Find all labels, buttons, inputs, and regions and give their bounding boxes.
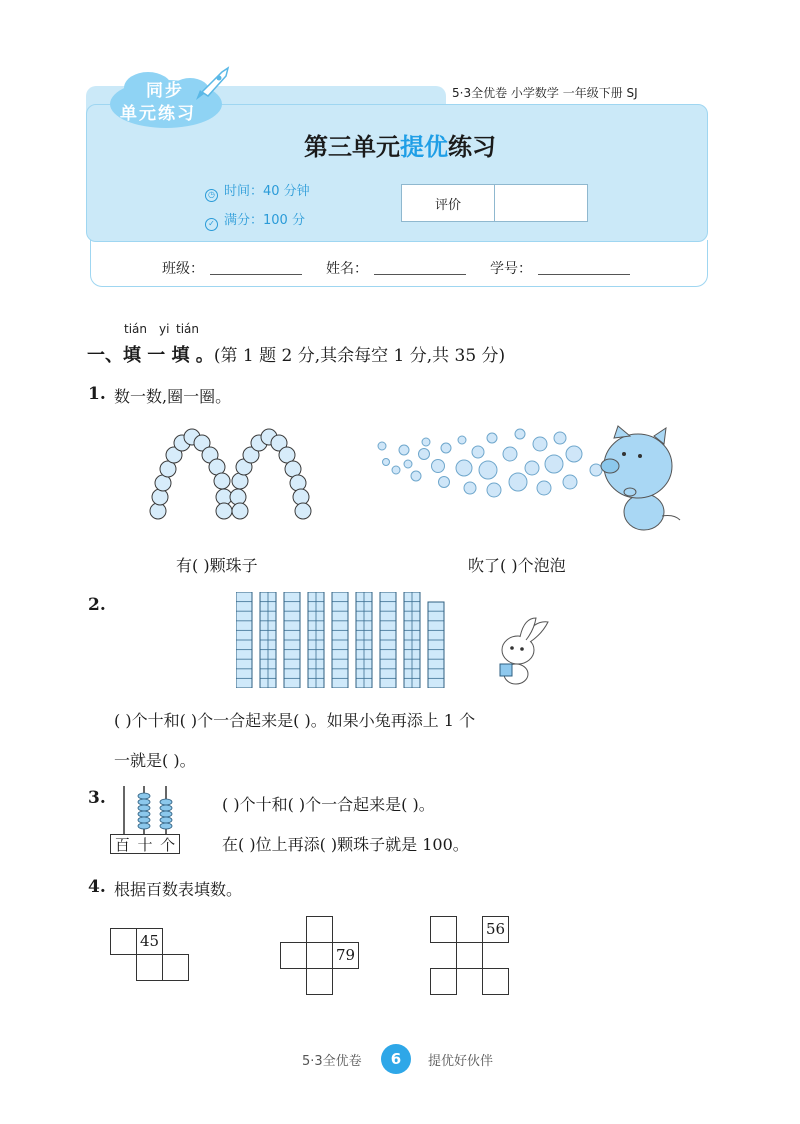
abacus-label-hundreds: 百	[114, 835, 130, 854]
pinyin-2: yi	[159, 322, 170, 336]
page-title: 第三单元提优练习	[304, 133, 496, 161]
q1-text: 数一数,圈一圈。	[114, 387, 232, 406]
q4-number: 4.	[88, 877, 106, 897]
q3-line-1[interactable]: ( )个十和( )个一合起来是( )。	[222, 795, 435, 814]
grid-cell[interactable]	[162, 954, 189, 981]
ones-beads	[160, 799, 172, 829]
page-number: 6	[381, 1044, 411, 1074]
grid-cell[interactable]	[430, 916, 457, 943]
grid-cell-given: 45	[136, 928, 163, 955]
q3-line-2[interactable]: 在( )位上再添( )颗珠子就是 100。	[222, 835, 469, 854]
q1-answer-bubbles[interactable]: 吹了( )个泡泡	[468, 556, 566, 575]
bead-group	[150, 429, 311, 519]
grid-cell[interactable]	[110, 928, 137, 955]
rabbit-icon	[494, 616, 556, 688]
number-grid-a	[110, 928, 192, 982]
score-info: ✓ 满分：100 分	[205, 209, 305, 231]
pinyin-1: tián	[124, 322, 147, 336]
q2-line-2[interactable]: 一就是( )。	[114, 751, 196, 770]
id-field[interactable]	[538, 274, 630, 275]
abacus-labels	[110, 834, 180, 854]
pinyin-3: tián	[176, 322, 199, 336]
grid-cell[interactable]	[280, 942, 307, 969]
badge-line-2: 单元练习	[120, 104, 196, 124]
q4-text: 根据百数表填数。	[114, 880, 243, 899]
grid-cell[interactable]	[482, 968, 509, 995]
bubble-group	[378, 429, 602, 497]
tens-beads	[138, 793, 150, 829]
check-icon: ✓	[205, 218, 218, 231]
section-title: 一、填 一 填 。(第 1 题 2 分,其余每空 1 分,共 35 分)	[87, 345, 506, 366]
q2-number: 2.	[88, 595, 106, 615]
ten-rod-group	[236, 592, 444, 688]
id-label: 学号：	[490, 261, 532, 277]
grid-cell-given: 79	[332, 942, 359, 969]
footer-left: 5·3全优卷	[302, 1054, 362, 1069]
name-field[interactable]	[374, 274, 466, 275]
q1-answer-beads[interactable]: 有( )颗珠子	[176, 556, 258, 575]
class-label: 班级：	[162, 261, 204, 277]
badge-line-1: 同步	[146, 81, 184, 101]
class-field[interactable]	[210, 274, 302, 275]
q3-number: 3.	[88, 788, 106, 808]
grid-cell[interactable]	[306, 916, 333, 943]
beads-m-shape[interactable]	[140, 425, 330, 525]
grid-cell[interactable]	[136, 954, 163, 981]
grid-cell[interactable]	[306, 942, 333, 969]
ten-rods-and-ones	[236, 592, 446, 688]
footer-right: 提优好伙伴	[428, 1054, 494, 1069]
series-info: 5·3全优卷 小学数学 一年级下册 SJ	[452, 86, 638, 100]
time-info: ◷ 时间：40 分钟	[205, 180, 310, 202]
evaluation-label: 评价	[434, 198, 461, 213]
grid-cell-given: 56	[482, 916, 509, 943]
grid-cell[interactable]	[430, 968, 457, 995]
abacus-label-ones: 个	[160, 835, 176, 854]
bubbles-and-pig[interactable]	[374, 424, 686, 534]
grid-cell[interactable]	[456, 942, 483, 969]
number-grid-c	[430, 916, 512, 996]
name-label: 姓名：	[326, 261, 368, 277]
q1-number: 1.	[88, 384, 106, 404]
grid-cell[interactable]	[306, 968, 333, 995]
pig-icon	[601, 426, 680, 530]
q2-line-1[interactable]: ( )个十和( )个一合起来是( )。如果小兔再添上 1 个	[114, 711, 476, 730]
abacus	[110, 786, 182, 836]
number-grid-b	[280, 916, 362, 996]
abacus-label-tens: 十	[137, 835, 153, 854]
clock-icon: ◷	[205, 189, 218, 202]
